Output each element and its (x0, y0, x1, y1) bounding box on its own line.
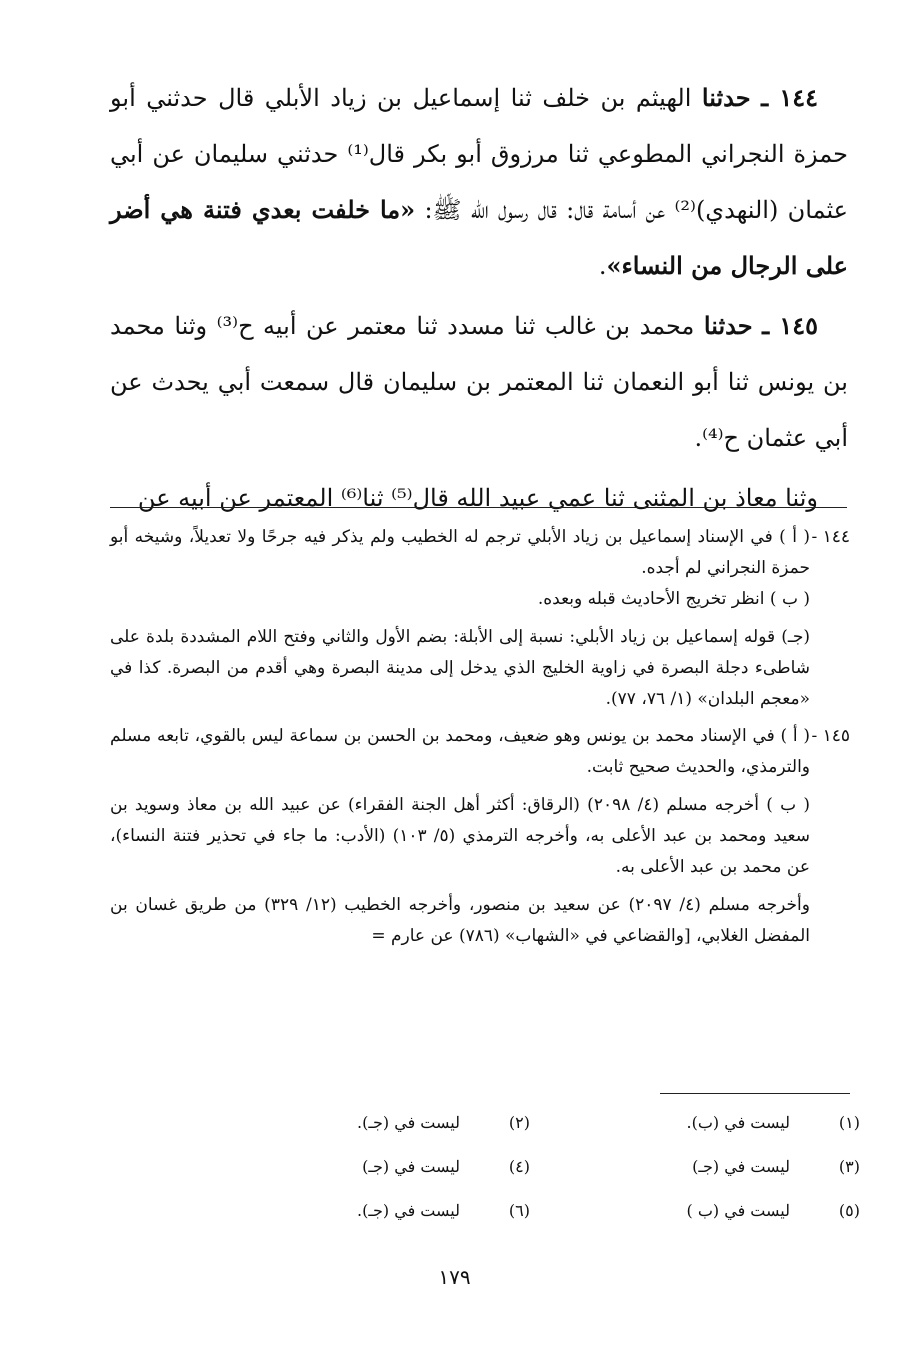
hadith-144 (110, 70, 848, 294)
apparatus-note: (٢) ليست في (جـ). (357, 1112, 530, 1132)
footnote-separator (110, 507, 847, 508)
hadith-matn: «ما خلفت بعدي فتنة هي أضر على الرجال من النساء» (110, 195, 848, 280)
hadith-isnad: محمد بن غالب ثنا مسدد ثنا معتمر عن أبيه ح⁽³⁾ وثنا محمد بن يونس ثنا أبو النعمان ثنا المعتمر بن سليمان قال سمعت أبي يحدث عن أبي عثمان ح⁽⁴⁾. (110, 312, 848, 452)
note-paragraph: ( أ ) في الإسناد محمد بن يونس وهو ضعيف، ومحمد بن الحسن بن سماعة ليس بالقوي، تابعه مسلم والترمذي، والحديث صحيح ثابت. (110, 726, 810, 777)
continuation-text: وثنا معاذ بن المثنى ثنا عمي عبيد الله قال⁽⁵⁾ ثنا⁽⁶⁾ المعتمر عن أبيه عن (137, 484, 818, 512)
note-144 (110, 522, 850, 715)
commentary-notes (110, 522, 850, 952)
note-number: ١٤٤ - (811, 527, 850, 547)
hadith-145 (110, 298, 848, 466)
note-number: ١٤٥ - (811, 726, 850, 746)
note-paragraph: وأخرجه مسلم (٤/ ٢٠٩٧) عن سعيد بن منصور، وأخرجه الخطيب (١٢/ ٣٢٩) من طريق غسان بن المفضل الغلابي، [والقضاعي في «الشهاب» (٧٨٦) عن عارم = (110, 895, 810, 946)
hadith-continuation (110, 470, 848, 526)
hadith-lead: حدثنا (703, 311, 753, 340)
note-paragraph: ( أ ) في الإسناد إسماعيل بن زياد الأبلي ترجم له الخطيب ولم يذكر فيه جرحًا ولا تعديلاً، وشيخه أبو حمزة النجراني لم أجده. (110, 527, 810, 578)
apparatus-note: (٤) ليست في (جـ) (362, 1156, 530, 1176)
note-paragraph: ( ب ) انظر تخريج الأحاديث قبله وبعده. (537, 589, 810, 609)
main-text (110, 70, 848, 526)
apparatus-note: (١) ليست في (ب). (686, 1112, 860, 1132)
apparatus-note: (٣) ليست في (جـ) (692, 1156, 860, 1176)
hadith-isnad: الهيثم بن خلف ثنا إسماعيل بن زياد الأبلي قال حدثني أبو حمزة النجراني المطوعي ثنا مرزوق أبو بكر قال⁽¹⁾ حدثني سليمان عن أبي عثمان (النهدي)⁽²⁾ عن أسامة قال: قال رسول الله ﷺ: (110, 84, 849, 224)
apparatus-note: (٦) ليست في (جـ). (357, 1200, 530, 1220)
note-paragraph: (جـ) قوله إسماعيل بن زياد الأبلي: نسبة إلى الأبلة: بضم الأول والثاني وفتح اللام المشددة بلدة على شاطىء دجلة البصرة في زاوية الخليج الذي يدخل إلى مدينة البصرة وهي أقدم من البصرة. كذا في «معجم البلدان» (١/ ٧٦، ٧٧). (110, 627, 810, 709)
hadith-number: ١٤٤ ـ (761, 83, 818, 112)
apparatus-notes (200, 1100, 860, 1232)
note-145 (110, 721, 850, 952)
apparatus-separator (660, 1093, 850, 1094)
apparatus-row (200, 1144, 860, 1188)
hadith-number: ١٤٥ ـ (762, 311, 819, 340)
apparatus-row (200, 1188, 860, 1232)
hadith-end: . (598, 252, 607, 280)
page-number: ١٧٩ (438, 1265, 471, 1289)
note-paragraph: ( ب ) أخرجه مسلم (٤/ ٢٠٩٨) (الرقاق: أكثر أهل الجنة الفقراء) عن عبيد الله بن معاذ وسويد بن سعيد ومحمد بن عبد الأعلى به، وأخرجه الترمذي (٥/ ١٠٣) (الأدب: ما جاء في تحذير فتنة النساء)، عن محمد بن عبد الأعلى به. (110, 795, 810, 877)
apparatus-note: (٥) ليست في (ب ) (686, 1200, 860, 1220)
apparatus-row (200, 1100, 860, 1144)
hadith-lead: حدثنا (701, 83, 751, 112)
